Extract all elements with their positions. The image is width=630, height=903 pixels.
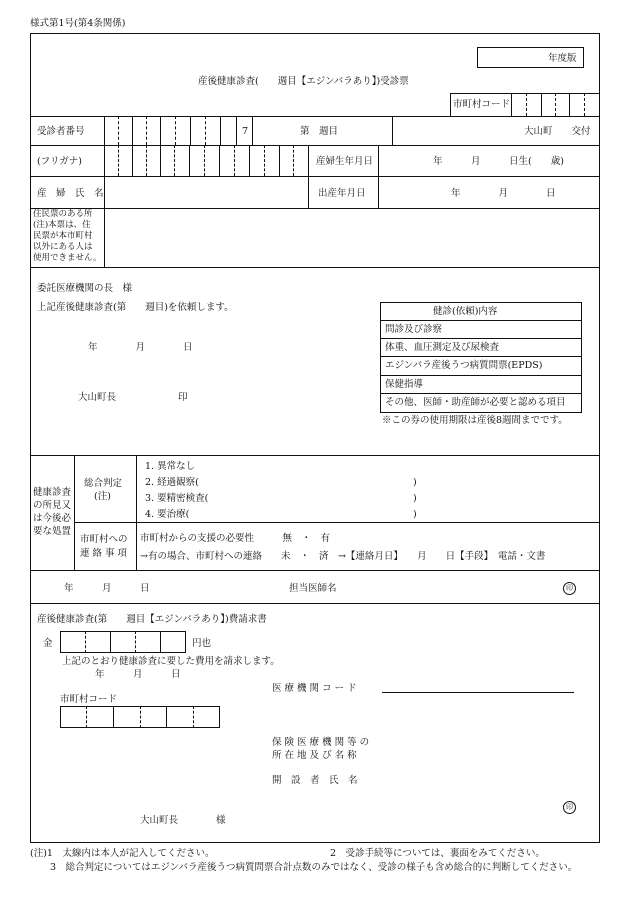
contents-item: 保健指導 bbox=[385, 379, 424, 390]
form-title: 産後健康診査( 週目【エジンバラあり】)受診票 bbox=[198, 76, 409, 87]
invoice-addressee: 大山町長 bbox=[140, 815, 179, 826]
request-date: 年 月 日 bbox=[88, 342, 193, 353]
findings-side-label: の所見又 bbox=[33, 500, 72, 511]
insurer-label: 保 険 医 療 機 関 等 の bbox=[272, 737, 370, 748]
yen-label: 円也 bbox=[192, 638, 212, 649]
delivery-date-label: 出産年月日 bbox=[318, 188, 366, 199]
furigana-input[interactable] bbox=[104, 145, 308, 176]
judgment-label-note: (注) bbox=[94, 491, 111, 502]
exam-date[interactable]: 年 月 日 bbox=[64, 583, 150, 594]
findings-side-label: 健康診査 bbox=[33, 487, 72, 498]
address-note-2: 民票が本市町村 bbox=[33, 231, 93, 241]
address-note-1: (注)本票は、住 bbox=[33, 220, 91, 230]
amount-boxes[interactable] bbox=[60, 631, 186, 653]
judgment-option[interactable]: 2. 経過観察( bbox=[145, 477, 199, 488]
contents-item: 問診及び診察 bbox=[385, 324, 443, 335]
address-input[interactable] bbox=[104, 208, 600, 267]
request-text: 上記産後健康診査(第 週目)を依頼します。 bbox=[37, 302, 234, 313]
validity-note: ※この券の使用期限は産後8週間までです。 bbox=[382, 415, 568, 426]
recipient-digit-7: 7 bbox=[242, 126, 249, 137]
issuer-label: 大山町 交付 bbox=[524, 126, 591, 137]
note-2: 2 受診手続等については、裏面をみてください。 bbox=[330, 848, 545, 859]
mother-name-input[interactable] bbox=[104, 176, 308, 208]
invoice-date[interactable]: 年 月 日 bbox=[95, 669, 181, 680]
invoice-statement: 上記のとおり健康診査に要した費用を請求します。 bbox=[62, 656, 280, 667]
birth-date-value[interactable]: 年 月 日生( 歳) bbox=[433, 156, 564, 167]
note-3: 3 総合判定についてはエジンバラ産後うつ病質問票合計点数のみではなく、受診の様子も含め総合的に判断してください。 bbox=[50, 862, 578, 873]
municipality-code-label: 市町村コード bbox=[453, 99, 511, 110]
address-label: 住民票のある所 bbox=[33, 209, 93, 219]
founder-label: 開 設 者 氏 名 bbox=[272, 775, 358, 786]
form-number: 様式第1号(第4条関係) bbox=[30, 18, 126, 29]
contents-item: エジンバラ産後うつ病質問票(EPDS) bbox=[385, 360, 543, 371]
contents-item: その他、医師・助産師が必要と認める項目 bbox=[385, 397, 566, 408]
judgment-option[interactable]: 1. 異常なし bbox=[145, 461, 196, 472]
delivery-date-value[interactable]: 年 月 日 bbox=[451, 188, 556, 199]
mayor-label: 大山町長 bbox=[78, 392, 117, 403]
invoice-seal: 印 bbox=[563, 801, 576, 814]
close-paren: ) bbox=[413, 477, 417, 488]
contents-item: 体重、血圧測定及び尿検査 bbox=[385, 342, 500, 353]
medical-code-label: 医 療 機 関 コ ー ド bbox=[272, 683, 357, 694]
judgment-label: 総合判定 bbox=[84, 478, 123, 489]
liaison-label: 市町村への bbox=[80, 534, 128, 545]
kin-label: 金 bbox=[43, 638, 53, 649]
close-paren: ) bbox=[413, 509, 417, 520]
note-1: (注)1 太線内は本人が記入してください。 bbox=[30, 848, 215, 859]
request-addressee: 委託医療機関の長 様 bbox=[37, 283, 133, 294]
address-note-4: 使用できません。 bbox=[33, 253, 102, 263]
furigana-label: (フリガナ) bbox=[37, 156, 82, 167]
municipality-code-boxes[interactable] bbox=[511, 93, 600, 116]
doctor-seal: 印 bbox=[563, 582, 576, 595]
insurer-label-2: 所 在 地 及 び 名 称 bbox=[272, 750, 357, 761]
week-label: 第 週目 bbox=[300, 126, 339, 137]
medical-code-line[interactable] bbox=[382, 692, 574, 693]
mother-name-label: 産 婦 氏 名 bbox=[37, 188, 104, 199]
findings-side-label: は今後必 bbox=[33, 513, 72, 524]
birth-date-label: 産婦生年月日 bbox=[316, 156, 374, 167]
invoice-sama: 様 bbox=[216, 815, 226, 826]
mayor-seal: 印 bbox=[178, 392, 188, 403]
support-need[interactable]: 市町村からの支援の必要性 無 ・ 有 bbox=[140, 533, 331, 544]
findings-side-label: 要な処置 bbox=[33, 526, 72, 537]
doctor-name-label: 担当医師名 bbox=[289, 583, 337, 594]
judgment-option[interactable]: 3. 要精密検査( bbox=[145, 493, 209, 504]
recipient-number-label: 受診者番号 bbox=[37, 126, 85, 137]
judgment-option[interactable]: 4. 要治療( bbox=[145, 509, 190, 520]
invoice-municipality-code-label: 市町村コード bbox=[60, 694, 118, 705]
address-note-3: 以外にある人は bbox=[33, 242, 93, 252]
liaison-label: 連 絡 事 項 bbox=[80, 548, 128, 559]
close-paren: ) bbox=[413, 493, 417, 504]
recipient-number-boxes[interactable] bbox=[104, 116, 236, 145]
contents-header: 健診(依頼)内容 bbox=[433, 306, 498, 317]
invoice-title: 産後健康診査(第 週目【エジンバラあり】)費請求書 bbox=[37, 614, 267, 625]
liaison-contact[interactable]: →有の場合、市町村への連絡 未 ・ 済 →【連絡月日】 月 日【手段】 電話・文書 bbox=[140, 551, 546, 562]
fiscal-year-label: 年度版 bbox=[548, 53, 577, 64]
